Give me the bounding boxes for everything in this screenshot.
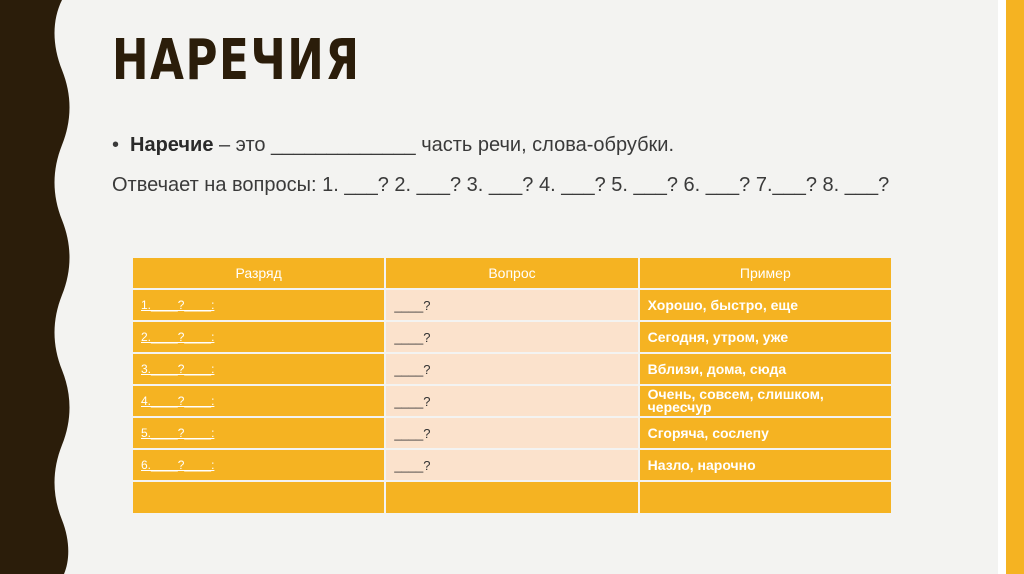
table-row [133,290,891,320]
empty-cell [640,482,891,513]
table-row [133,322,891,352]
table-row [133,386,891,416]
empty-cell [133,482,384,513]
category-cell: 4.____?____: [133,386,384,416]
empty-table-row [133,482,891,513]
table-row [133,450,891,480]
example-cell: Сегодня, утром, уже [640,322,891,352]
table-header-row [133,258,891,288]
definition-term: Наречие [130,134,214,156]
example-cell: Очень, совсем, слишком, чересчур [640,386,891,416]
category-cell: 5.____?____: [133,418,384,448]
question-cell: ____? [386,418,637,448]
category-cell: 3.____?____: [133,354,384,384]
wavy-border-decoration [0,0,80,574]
example-cell: Сгоряча, сослепу [640,418,891,448]
table-row [133,354,891,384]
header-question: Вопрос [386,258,637,288]
definition-text: – это _____________ часть речи, слова-обрубки. [213,134,675,156]
slide-title: НАРЕЧИЯ [112,28,361,93]
question-cell: ____? [386,386,637,416]
empty-cell [386,482,637,513]
header-category: Разряд [133,258,384,288]
table-row [133,418,891,448]
questions-line: Отвечает на вопросы: 1. ___? 2. ___? 3. ___? 4. ___? 5. ___? 6. ___? 7.___? 8. ___? [112,174,890,196]
example-cell: Хорошо, быстро, еще [640,290,891,320]
category-cell: 6.____?____: [133,450,384,480]
definition-line [112,134,674,157]
question-cell: ____? [386,450,637,480]
question-cell: ____? [386,322,637,352]
header-example: Пример [640,258,891,288]
question-cell: ____? [386,354,637,384]
category-cell: 2.____?____: [133,322,384,352]
adverb-categories-table [131,256,893,515]
bullet: • [112,134,120,156]
category-cell: 1.____?____: [133,290,384,320]
right-accent-bar [1006,0,1024,574]
example-cell: Назло, нарочно [640,450,891,480]
question-cell: ____? [386,290,637,320]
right-edge-stripe [998,0,1006,574]
example-cell: Вблизи, дома, сюда [640,354,891,384]
